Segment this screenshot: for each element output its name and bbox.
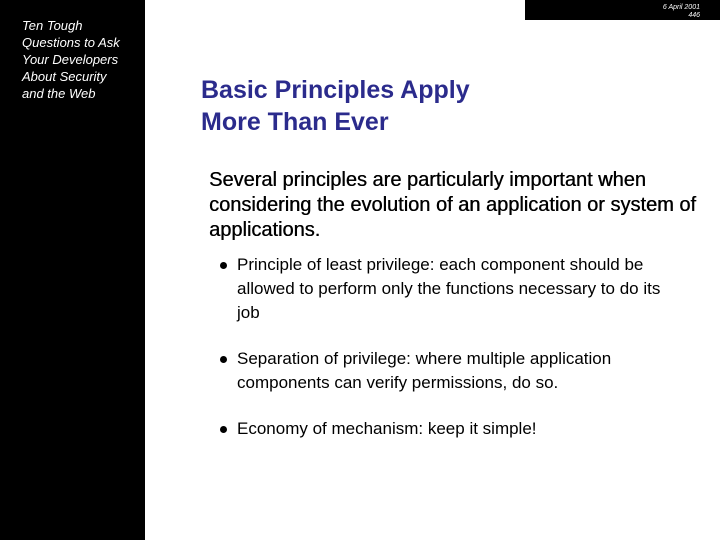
bullet-text: Separation of privilege: where multiple application components can verify permissions, do so. bbox=[237, 349, 612, 392]
slide-title-line-2: More Than Ever bbox=[201, 108, 389, 136]
bullet-item bbox=[145, 253, 677, 325]
bullet-list bbox=[145, 253, 720, 463]
slide-title bbox=[201, 74, 681, 138]
bullet-dot-icon bbox=[220, 262, 227, 269]
date-text: 6 April 2001 bbox=[662, 4, 700, 11]
sidebar-presentation-title: Ten Tough Questions to Ask Your Developers About Security and the Web bbox=[22, 18, 120, 101]
date-box bbox=[525, 0, 720, 20]
bullet-text: Economy of mechanism: keep it simple! bbox=[237, 419, 537, 438]
date-label bbox=[663, 4, 700, 20]
bullet-item bbox=[145, 417, 677, 441]
slide-panel bbox=[145, 0, 720, 540]
page-number-fragment: 446 bbox=[688, 12, 700, 19]
bullet-item bbox=[145, 347, 677, 395]
slide-title-line-1: Basic Principles Apply bbox=[201, 76, 470, 104]
bullet-dot-icon bbox=[220, 356, 227, 363]
bullet-dot-icon bbox=[220, 426, 227, 433]
intro-paragraph: Several principles are particularly important when considering the evolution of an application or system of applications. bbox=[209, 169, 696, 241]
bullet-text: Principle of least privilege: each component should be allowed to perform only the functions necessary to do its job bbox=[237, 255, 661, 322]
